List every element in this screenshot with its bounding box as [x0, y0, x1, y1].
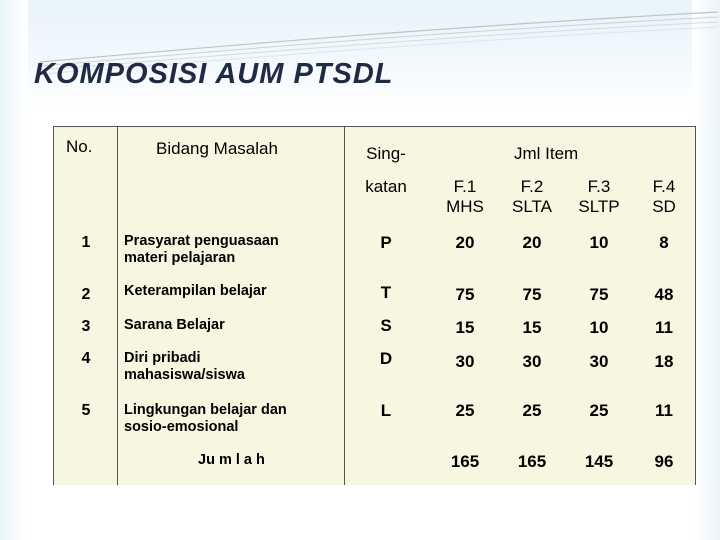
row-3-f2: 15	[522, 318, 542, 337]
header-bidang-masalah: Bidang Masalah	[156, 139, 278, 158]
row-1-code: P	[380, 233, 392, 252]
total-f1: 165	[450, 452, 480, 471]
row-1-desc	[124, 233, 279, 268]
row-4-no: 4	[81, 350, 91, 367]
row-2-no: 2	[81, 286, 91, 303]
row-1-desc-line: materi pelajaran	[124, 250, 236, 267]
decorative-waves	[0, 0, 720, 110]
row-2-f4: 48	[654, 285, 674, 304]
header-f2-level: SLTA	[512, 197, 552, 217]
header-f1-code: F.1	[453, 177, 477, 196]
col-divider	[695, 127, 696, 485]
row-5-desc-line: sosio-emosional	[124, 419, 239, 436]
row-1-f3: 10	[589, 233, 609, 252]
row-4-f2: 30	[522, 352, 542, 371]
row-5-f1: 25	[455, 401, 475, 420]
row-4-code: D	[379, 349, 393, 368]
row-1-no: 1	[81, 234, 91, 251]
total-f3: 145	[584, 452, 614, 471]
header-no: No.	[66, 137, 93, 156]
row-3-no: 3	[81, 318, 91, 335]
row-3-code: S	[380, 316, 392, 335]
total-label: Ju m l a h	[198, 452, 265, 468]
header-f1-level: MHS	[446, 197, 484, 217]
header-singkatan-2: katan	[365, 177, 407, 196]
row-4-desc-line: Diri pribadi	[124, 350, 201, 366]
header-f4-level: SD	[652, 197, 676, 217]
total-f2: 165	[517, 452, 547, 471]
header-f4	[634, 177, 694, 218]
row-4-f1: 30	[455, 352, 475, 371]
header-jml-item: Jml Item	[514, 144, 579, 163]
row-4-desc-line: mahasiswa/siswa	[124, 367, 245, 384]
header-f3-code: F.3	[587, 177, 611, 196]
row-3-desc-line: Sarana Belajar	[124, 317, 225, 333]
row-4-f4: 18	[654, 352, 674, 371]
slide-title: KOMPOSISI AUM PTSDL	[34, 58, 394, 90]
row-5-f3: 25	[589, 401, 609, 420]
row-2-code: T	[380, 283, 392, 302]
row-4-desc	[124, 350, 245, 385]
header-f2	[500, 177, 564, 218]
row-5-desc-line: Lingkungan belajar dan	[124, 402, 287, 418]
row-2-f3: 75	[589, 285, 609, 304]
row-2-f1: 75	[455, 285, 475, 304]
row-5-f4: 11	[655, 401, 673, 420]
row-5-no: 5	[81, 402, 91, 419]
row-1-desc-line: Prasyarat penguasaan	[124, 233, 279, 249]
header-f1	[430, 177, 500, 218]
col-divider	[117, 127, 118, 485]
row-5-f2: 25	[522, 401, 542, 420]
row-5-code: L	[380, 401, 392, 420]
header-f3	[564, 177, 634, 218]
row-3-f1: 15	[455, 318, 475, 337]
row-3-desc	[124, 317, 225, 334]
header-f4-code: F.4	[652, 177, 676, 196]
total-f4: 96	[654, 452, 674, 471]
row-2-f2: 75	[522, 285, 542, 304]
row-2-desc	[124, 283, 267, 300]
row-4-f3: 30	[589, 352, 609, 371]
row-3-f4: 11	[655, 318, 673, 337]
row-2-desc-line: Keterampilan belajar	[124, 283, 267, 299]
row-5-desc	[124, 402, 287, 437]
header-f3-level: SLTP	[578, 197, 620, 217]
row-1-f1: 20	[455, 233, 475, 252]
header-singkatan-1: Sing-	[366, 144, 406, 163]
row-1-f2: 20	[522, 233, 542, 252]
row-3-f3: 10	[589, 318, 609, 337]
data-table	[53, 126, 696, 485]
row-1-f4: 8	[659, 233, 669, 252]
header-f2-code: F.2	[520, 177, 544, 196]
